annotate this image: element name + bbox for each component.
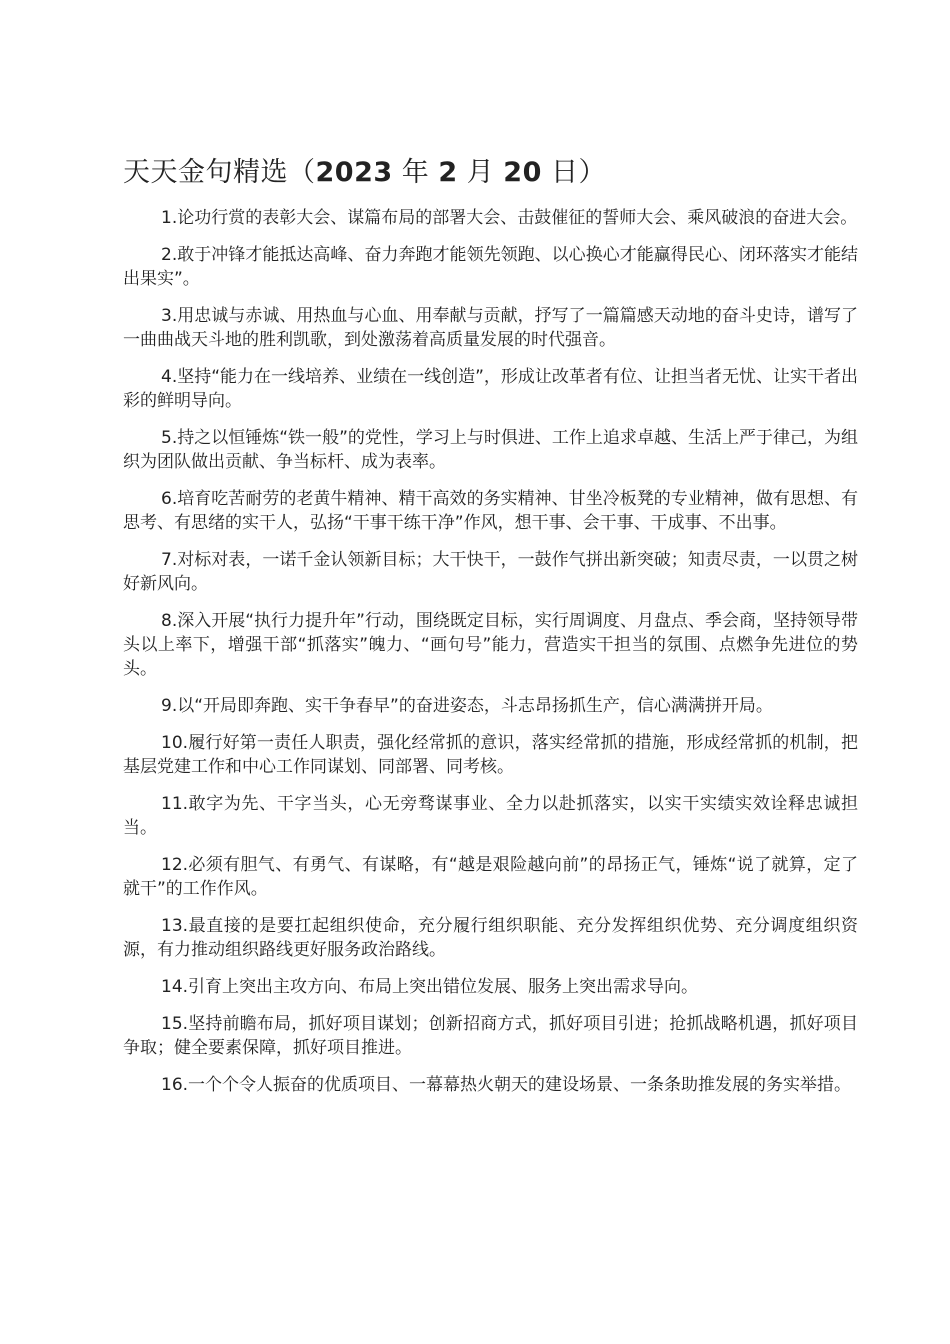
title-month-unit: 月 bbox=[457, 157, 504, 188]
title-prefix: 天天金句精选（ bbox=[123, 157, 316, 188]
quote-paragraph-2: 2.敢于冲锋才能抵达高峰、奋力奔跑才能领先领跑、以心换心才能赢得民心、闭环落实才能结出果实”。 bbox=[123, 245, 858, 289]
quote-paragraph-3: 3.用忠诚与赤诚、用热血与心血、用奉献与贡献，抒写了一篇篇感天动地的奋斗史诗，谱写了一曲曲战天斗地的胜利凯歌，到处激荡着高质量发展的时代强音。 bbox=[123, 306, 858, 350]
title-month: 2 bbox=[438, 157, 458, 188]
title-day: 20 bbox=[503, 157, 542, 188]
quote-paragraph-1: 1.论功行赏的表彰大会、谋篇布局的部署大会、击鼓催征的誓师大会、乘风破浪的奋进大会。 bbox=[161, 208, 858, 228]
page-title bbox=[123, 150, 858, 196]
quote-paragraph-16: 16.一个个令人振奋的优质项目、一幕幕热火朝天的建设场景、一条条助推发展的务实举措。 bbox=[161, 1075, 852, 1095]
quote-paragraph-7: 7.对标对表，一诺千金认领新目标；大干快干，一鼓作气拼出新突破；知责尽责，一以贯之树好新风向。 bbox=[123, 550, 858, 594]
quote-paragraph-15: 15.坚持前瞻布局，抓好项目谋划；创新招商方式，抓好项目引进；抢抓战略机遇，抓好项目争取；健全要素保障，抓好项目推进。 bbox=[123, 1014, 858, 1058]
quote-paragraph-4: 4.坚持“能力在一线培养、业绩在一线创造”，形成让改革者有位、让担当者无忧、让实干者出彩的鲜明导向。 bbox=[123, 367, 858, 411]
quote-paragraph-10: 10.履行好第一责任人职责，强化经常抓的意识，落实经常抓的措施，形成经常抓的机制，把基层党建工作和中心工作同谋划、同部署、同考核。 bbox=[123, 733, 858, 777]
document-page bbox=[123, 150, 858, 1110]
title-year: 2023 bbox=[315, 157, 393, 188]
title-year-unit: 年 bbox=[392, 157, 439, 188]
quote-paragraph-14: 14.引育上突出主攻方向、布局上突出错位发展、服务上突出需求导向。 bbox=[161, 977, 699, 997]
quote-paragraph-5: 5.持之以恒锤炼“铁一般”的党性，学习上与时俱进、工作上追求卓越、生活上严于律己，为组织为团队做出贡献、争当标杆、成为表率。 bbox=[123, 428, 858, 472]
quote-paragraph-9: 9.以“开局即奔跑、实干争春早”的奋进姿态，斗志昂扬抓生产，信心满满拼开局。 bbox=[161, 696, 773, 716]
title-day-unit: 日） bbox=[541, 157, 606, 188]
quote-paragraph-13: 13.最直接的是要扛起组织使命，充分履行组织职能、充分发挥组织优势、充分调度组织资源，有力推动组织路线更好服务政治路线。 bbox=[123, 916, 858, 960]
quote-paragraph-8: 8.深入开展“执行力提升年”行动，围绕既定目标，实行周调度、月盘点、季会商，坚持领导带头以上率下，增强干部“抓落实”魄力、“画句号”能力，营造实干担当的氛围、点燃争先进位的势头。 bbox=[123, 611, 858, 679]
quote-paragraph-11: 11.敢字为先、干字当头，心无旁骛谋事业、全力以赴抓落实，以实干实绩实效诠释忠诚担当。 bbox=[123, 794, 858, 838]
quote-paragraph-12: 12.必须有胆气、有勇气、有谋略，有“越是艰险越向前”的昂扬正气，锤炼“说了就算，定了就干”的工作作风。 bbox=[123, 855, 858, 899]
quote-paragraph-6: 6.培育吃苦耐劳的老黄牛精神、精干高效的务实精神、甘坐冷板凳的专业精神，做有思想、有思考、有思绪的实干人，弘扬“干事干练干净”作风，想干事、会干事、干成事、不出事。 bbox=[123, 489, 858, 533]
